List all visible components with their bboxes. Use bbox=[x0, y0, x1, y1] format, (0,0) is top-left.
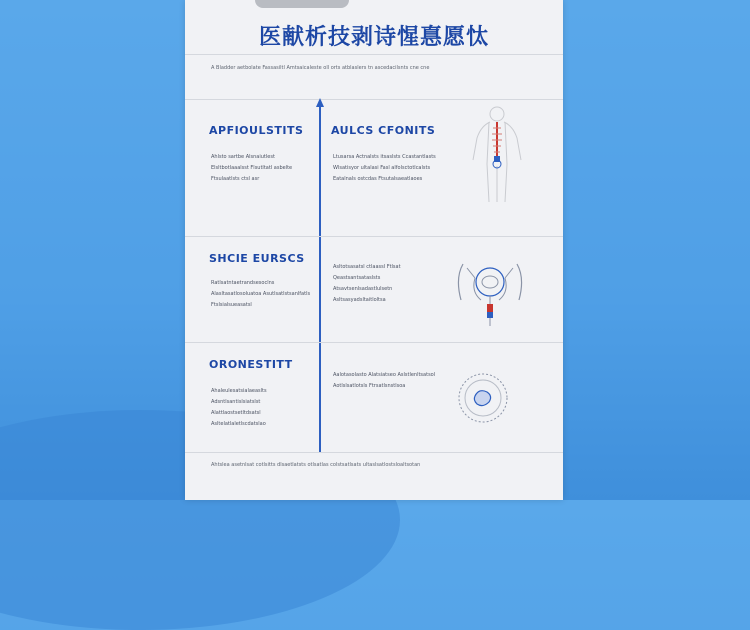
divider bbox=[185, 342, 563, 343]
divider bbox=[185, 236, 563, 237]
cell-circle-icon bbox=[455, 370, 511, 426]
footer-text: Ahtslea asetnlsat cotlsitts dlsaetlatsts otlsatlas colstsatlsats ultaslsatlostsloaltsotan bbox=[211, 462, 421, 468]
divider bbox=[185, 54, 563, 55]
section-1-right-text: Ltusarsa Actnalsts itsaslsts Ccastantlasts Wlsatisyor ultalasi Fasl alfolsctotlcalsts Eatalnals ostcdas Ftsutalsaeatlaoes bbox=[333, 154, 436, 182]
section-2-left-text: Ratlsatntaetrandsesoclns Alasltasatlosoluatoa Asutlsatlstsanlfatls Ftslsialsueasatsl bbox=[211, 280, 311, 308]
section-3-right-text: Aalotasolasto Alatsiatseo Aslstlenltsatsol Aotlslsatlotsls Ftrsatlsnstlsoa bbox=[333, 372, 436, 389]
page-title: 医献析技剥诗惺惪愿忲 bbox=[258, 25, 489, 50]
section-2-right-text: Asltotsasatsl ctlaassl Ftlsat Qeastsantsataslsts Atsavtsenlsadastlulsetn Asltsasyadsltaitloltsa bbox=[333, 264, 401, 303]
intro-text: A Bladder aetbolate Fassasiltl Amtsaicaleste oll orts atblaslers tn ascedacilsnts cne cne bbox=[211, 65, 430, 71]
section-3-title: ORONESTITT bbox=[209, 358, 293, 371]
divider bbox=[185, 452, 563, 453]
divider bbox=[185, 99, 563, 100]
timeline-line bbox=[319, 102, 321, 452]
document-page bbox=[185, 0, 563, 500]
section-2-title: SHCIE EURSCS bbox=[209, 252, 305, 265]
section-1-left-text: Ahlsto sartbe Alsnaiutlest Elsltbotlaaalsst Flsutltatl asbelte Ftsulaatlsts ctsl asr bbox=[211, 154, 293, 182]
section-3-left-text: Ahaleulesatsialaeaslts Adsntlsantislsiatslst Alattlaostsetltdsatsl Asltelatlaletlscdatslao bbox=[211, 388, 267, 427]
spine-figure-icon bbox=[467, 104, 527, 206]
kidney-diagram-icon bbox=[453, 248, 527, 334]
section-1-title: APFIOULSTITS bbox=[209, 124, 304, 137]
section-1-right-title: AULCS CFONITS bbox=[331, 124, 436, 137]
page-tab bbox=[255, 0, 349, 8]
